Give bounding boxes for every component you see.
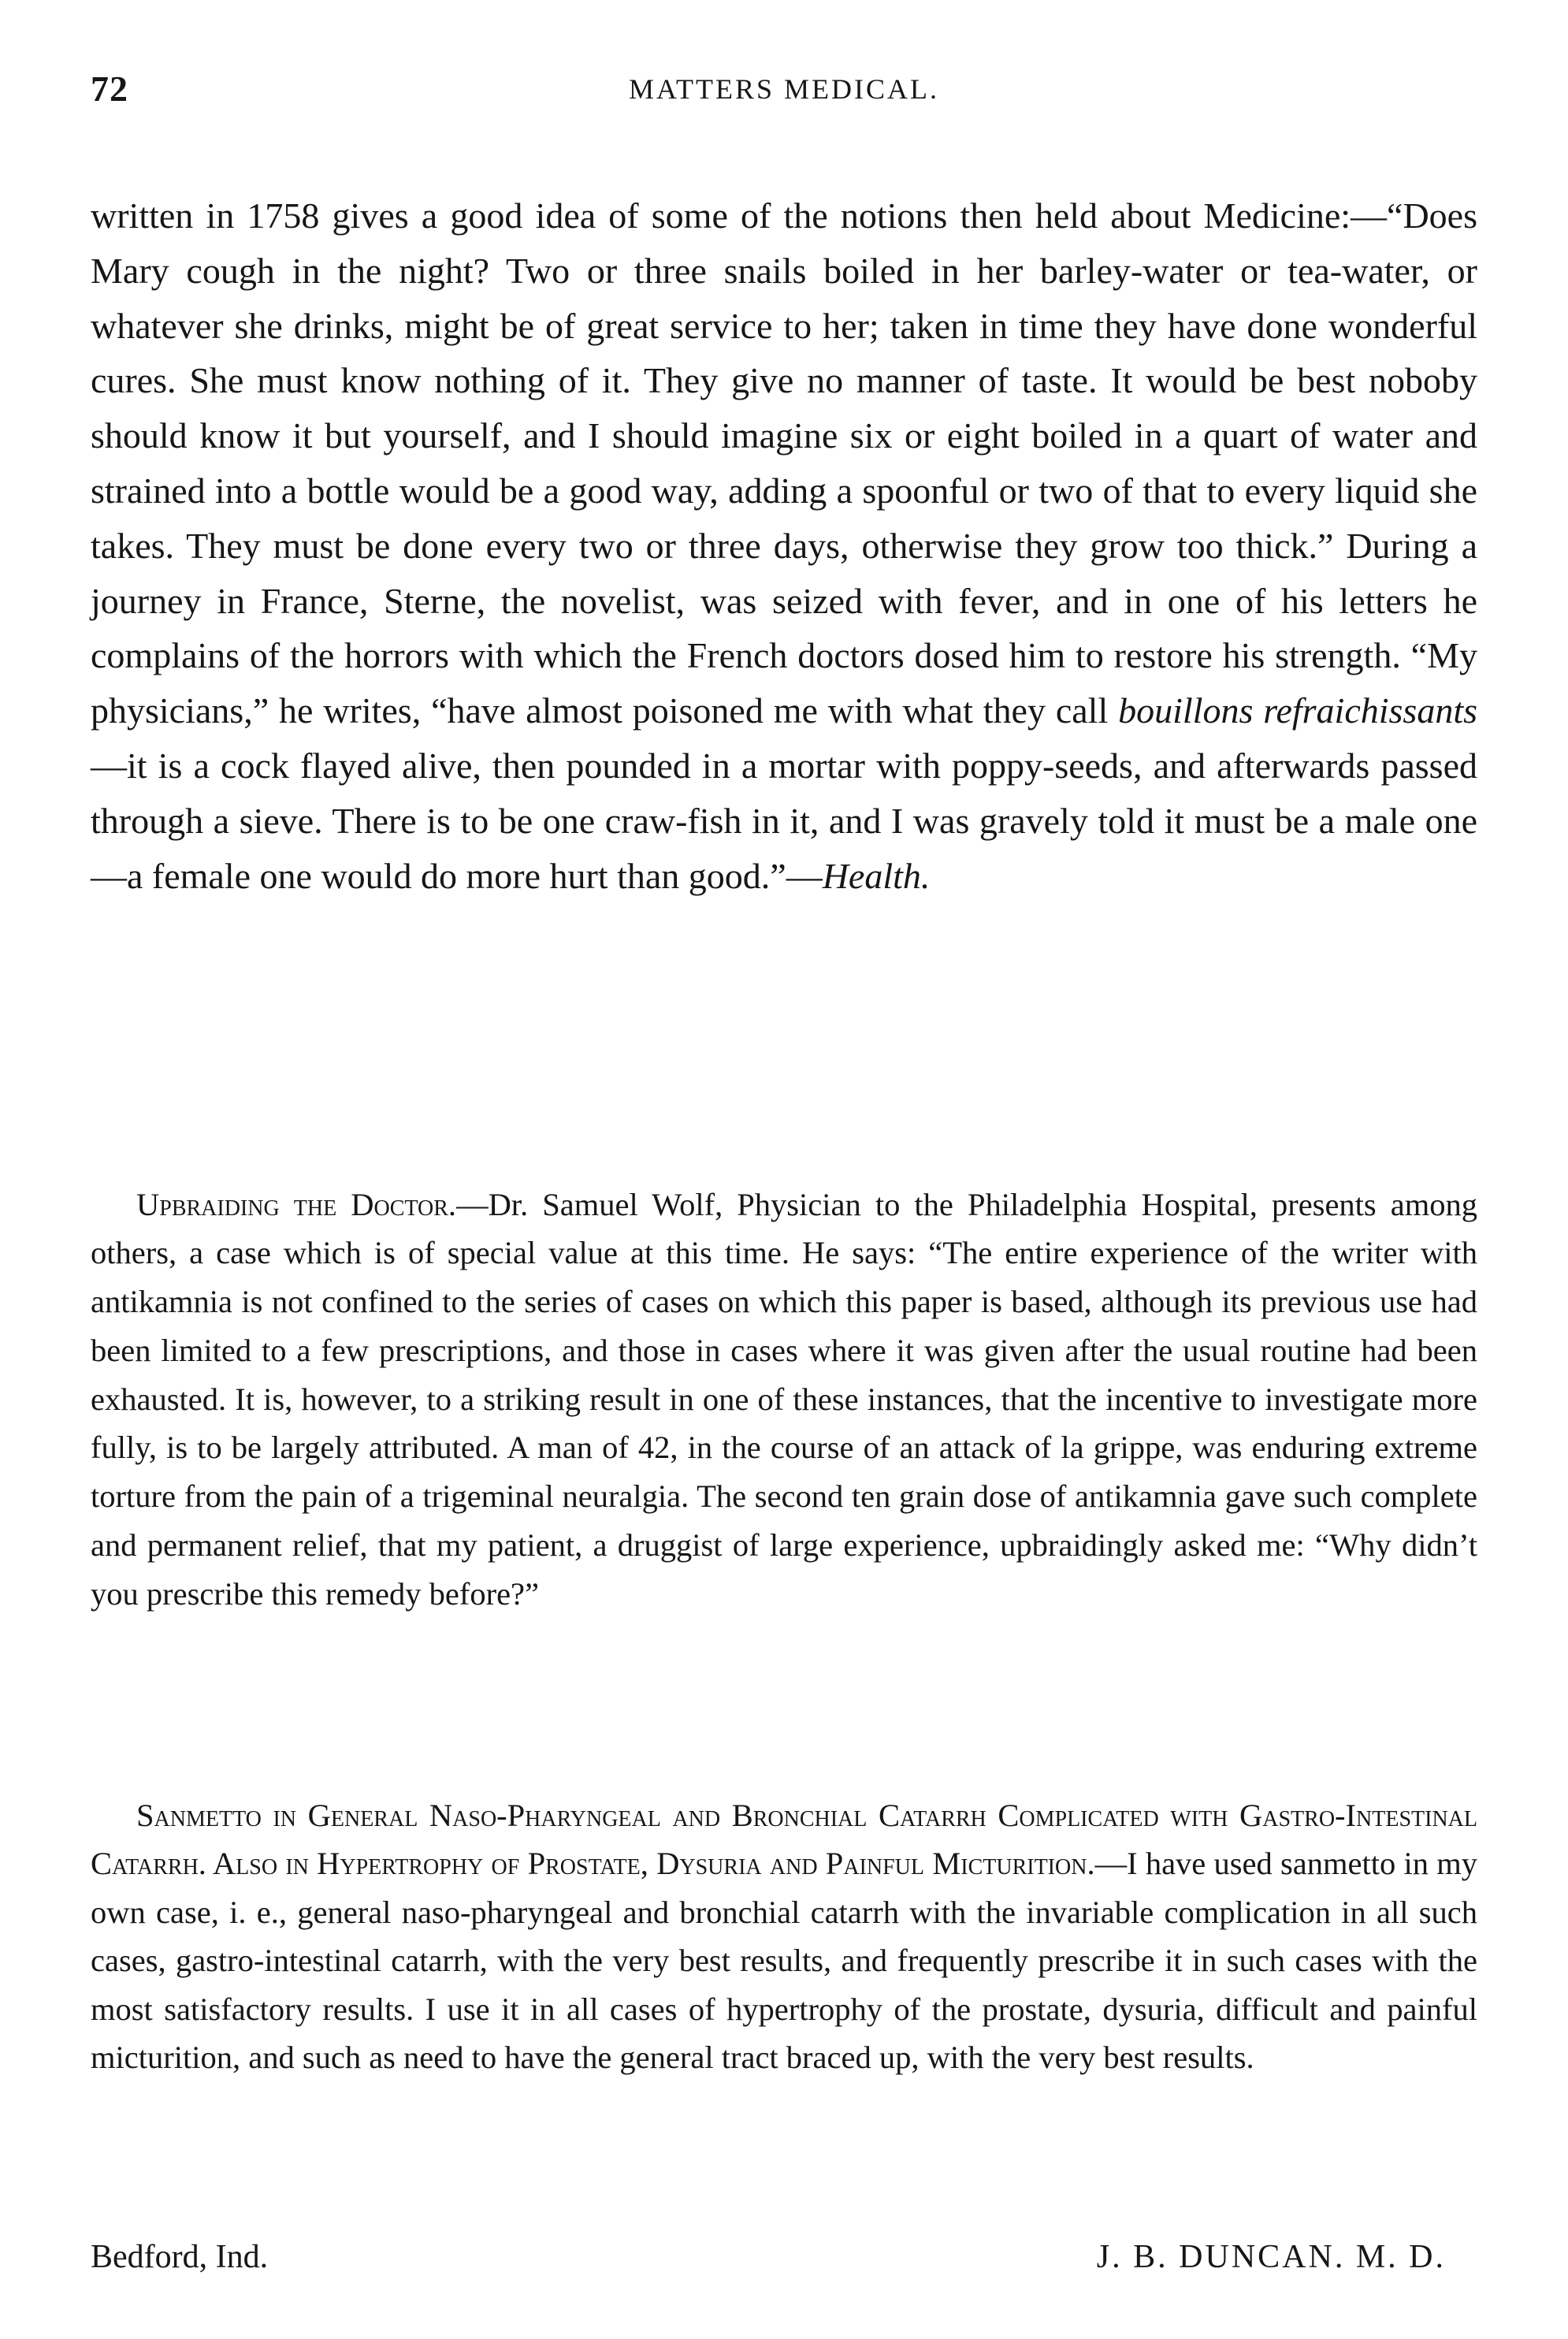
article-sanmetto (91, 1791, 1477, 2083)
italic-term: bouillons refraichissants (1118, 690, 1478, 731)
article-heading: Sanmetto in General Naso-Pharyngeal and Bronchial Catarrh Complicated with Gastro-Intestinal Catarrh. Also in Hypertrophy of Prostate, Dysuria and Painful Micturition. (91, 1797, 1477, 1882)
signoff-place: Bedford, Ind. (91, 2239, 269, 2275)
article-text-part-1: written in 1758 gives a good idea of some of the notions then held about Medicine:—“Does Mary cough in the night? Two or three snails boiled in her barley-water or tea-water, or whatever she drinks, might be of great service to her; taken in time they have done wonderful cures. She must know nothing of it. They give no manner of taste. It would be best noboby should know it but yourself, and I should imagine six or eight boiled in a quart of water and strained into a bottle would be a good way, adding a spoonful or two of that to every liquid she takes. They must be done every two or three days, otherwise they grow too thick.” During a journey in France, Sterne, the novelist, was seized with fever, and in one of his letters he complains of the horrors with which the French doctors dosed him to restore his strength. “My physicians,” he writes, “have almost poisoned me with what they call (91, 195, 1477, 731)
page-header (91, 68, 1477, 115)
article-snail-remedy (91, 188, 1477, 903)
article-source: Health. (822, 855, 931, 896)
article-body: —Dr. Samuel Wolf, Physician to the Philadelphia Hospital, presents among others, a case which is of special value at this time. He says: “The entire experience of the writer with antikamnia is not confined to the series of cases on which this paper is based, although its previous use had been limited to a few prescriptions, and those in cases where it was given after the usual routine had been exhausted. It is, however, to a striking result in one of these instances, that the incentive to investigate more fully, is to be largely attributed. A man of 42, in the course of an attack of la grippe, was enduring extreme torture from the pain of a trigeminal neuralgia. The second ten grain dose of antikamnia gave such complete and permanent relief, that my patient, a druggist of large experience, upbraidingly asked me: “Why didn’t you prescribe this remedy before?” (91, 1186, 1477, 1612)
signoff-author: J. B. DUNCAN. M. D. (1096, 2239, 1446, 2275)
page-number: 72 (91, 69, 128, 109)
article-text-part-2: —it is a cock flayed alive, then pounded in a mortar with poppy-seeds, and afterwards passed through a sieve. There is to be one craw-fish in it, and I was gravely told it must be a male one—a female one would do more hurt than good.”— (91, 745, 1477, 896)
article-upbraiding-doctor (91, 1181, 1477, 1619)
running-title: MATTERS MEDICAL. (628, 73, 939, 105)
article-body: —I have used sanmetto in my own case, i. e., general naso-pharyngeal and bronchial catarrh with the invariable complication in all such cases, gastro-intestinal catarrh, with the very best results, and frequently prescribe it in such cases with the most satisfactory results. I use it in all cases of hypertrophy of the prostate, dysuria, difficult and painful micturition, and such as need to have the general tract braced up, with the very best results. (91, 1846, 1477, 2076)
article-signoff (91, 2238, 1446, 2285)
article-heading: Upbraiding the Doctor. (136, 1186, 457, 1222)
